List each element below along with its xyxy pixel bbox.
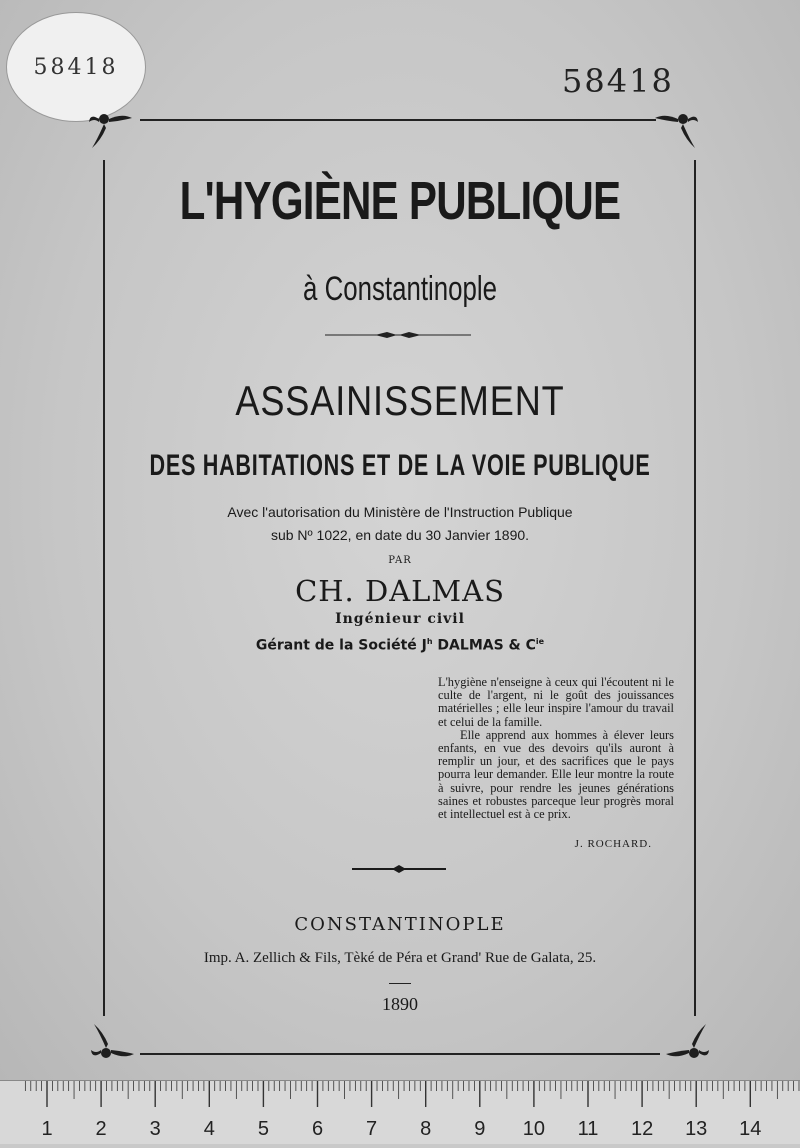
author-name: CH. DALMAS	[295, 574, 505, 608]
main-heading: ASSAINISSEMENT	[235, 377, 565, 424]
frame-top-rule	[140, 119, 656, 121]
book-subtitle: à Constantinople	[303, 270, 497, 308]
sub-heading: DES HABITATIONS ET DE LA VOIE PUBLIQUE	[149, 449, 651, 482]
ruler-scale	[0, 1081, 800, 1144]
epigraph-paragraph-1: L'hygiène n'enseigne à ceux qui l'écoutent ni le culte de l'argent, ni le goût des jouissances matérielles ; elle leur inspire l'amour du travail et celui de la famille.	[438, 675, 674, 729]
ruler-label: 4	[203, 1118, 215, 1140]
ruler-label: 13	[685, 1118, 708, 1140]
year-dash	[389, 983, 411, 984]
corner-ornament-top-left-icon	[88, 108, 134, 154]
ruler-label: 11	[577, 1118, 599, 1140]
ruler-label: 9	[474, 1118, 486, 1140]
measuring-ruler	[0, 1080, 800, 1144]
section-divider-icon	[352, 864, 446, 874]
author-role: Ingénieur civil	[335, 611, 465, 627]
ruler-label: 2	[95, 1118, 107, 1140]
corner-ornament-bottom-right-icon	[664, 1018, 710, 1064]
ruler-label: 12	[630, 1118, 654, 1140]
authorization-line-2: sub Nº 1022, en date du 30 Janvier 1890.	[270, 527, 530, 543]
par-label: PAR	[388, 555, 412, 566]
ruler-label: 5	[257, 1118, 269, 1140]
stamp-number: 58418	[33, 54, 119, 80]
ruler-label: 14	[739, 1118, 762, 1140]
inventory-number: 58418	[562, 62, 674, 100]
library-stamp	[6, 12, 146, 122]
book-title: L'HYGIÈNE PUBLIQUE	[179, 171, 621, 231]
ruler-label: 10	[522, 1118, 546, 1140]
epigraph	[438, 676, 674, 821]
author-company: Gérant de la Société $J^h$ DALMAS & $C^{ie}$	[255, 637, 545, 654]
corner-ornament-top-right-icon	[653, 108, 699, 154]
ruler-label: 6	[311, 1118, 324, 1140]
ruler-label: 8	[420, 1118, 432, 1140]
epigraph-attribution: J. ROCHARD.	[574, 838, 652, 850]
ruler-label: 3	[149, 1118, 161, 1140]
ruler-label: 7	[366, 1118, 378, 1140]
publication-city: CONSTANTINOPLE	[294, 914, 506, 935]
corner-ornament-bottom-left-icon	[90, 1018, 136, 1064]
frame-bottom-rule	[140, 1053, 660, 1055]
ruler-label: 1	[41, 1118, 53, 1140]
printer-line: Imp. A. Zellich & Fils, Tèké de Péra et Grand' Rue de Galata, 25.	[203, 950, 597, 966]
publication-year: 1890	[382, 994, 418, 1014]
authorization-line-1: Avec l'autorisation du Ministère de l'Instruction Publique	[227, 504, 573, 520]
title-divider-icon	[325, 332, 471, 338]
epigraph-paragraph-2: Elle apprend aux hommes à élever leurs enfants, en vue des devoirs qu'ils auront à remplir un jour, et des sacrifices que le pays pourra leur demander. Elle leur montre la route à suivre, pour rendre les jeunes générations saines et robustes parceque leur progrès moral et intellectuel est à ce prix.	[438, 727, 674, 822]
